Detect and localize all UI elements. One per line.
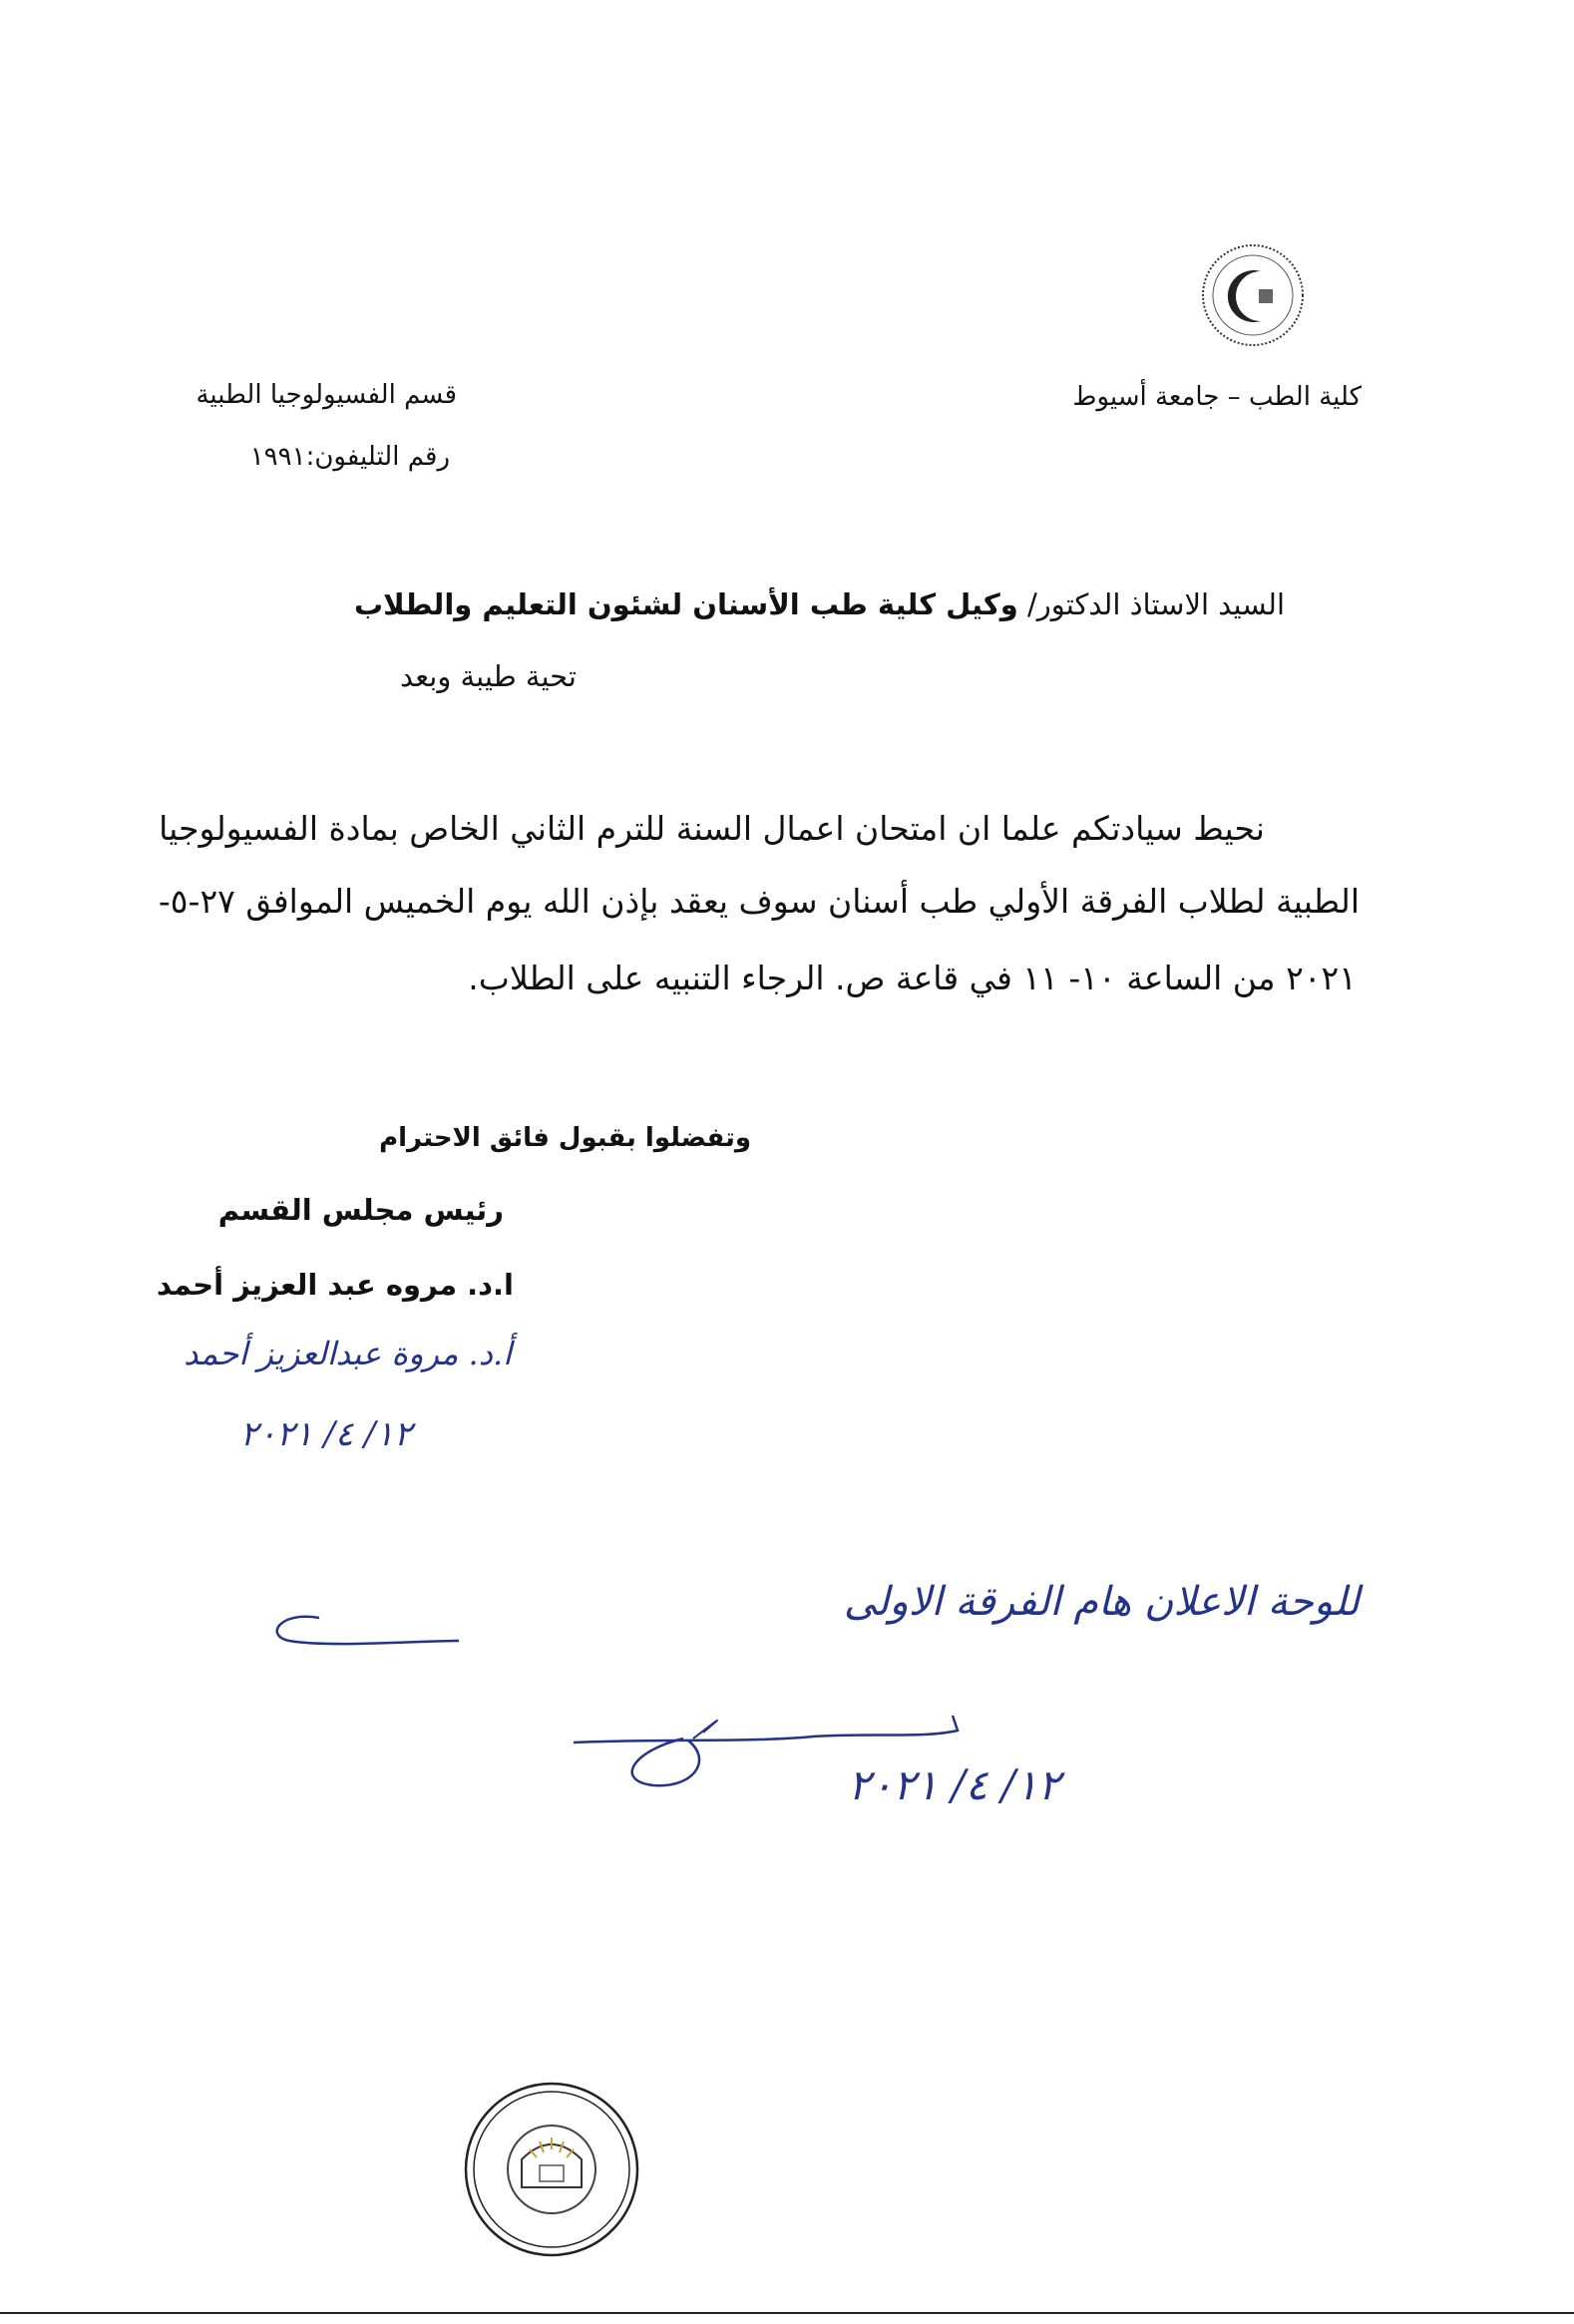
scan-edge-line: [0, 2312, 1574, 2314]
handwritten-note: للوحة الاعلان هام الفرقة الاولى: [843, 1579, 1360, 1625]
faculty-logo-icon: [1197, 237, 1309, 357]
phone-label: رقم التليفون:: [305, 442, 450, 472]
body-line-2: الطبية لطلاب الفرقة الأولي طب أسنان سوف يعقد بإذن الله يوم الخميس الموافق ٢٧-٥-: [158, 882, 1360, 921]
handwritten-signature-name: أ.د. مروة عبدالعزيز أحمد: [184, 1335, 512, 1372]
faculty-logo: [1197, 237, 1309, 357]
body-line-3: ٢٠٢١ من الساعة ١٠- ١١ في قاعة ص. الرجاء التنبيه على الطلاب.: [468, 959, 1357, 997]
official-stamp: [462, 2080, 641, 2259]
signatory-name: ا.د. مروه عبد العزيز أحمد: [157, 1268, 514, 1302]
body-line-1: نحيط سيادتكم علما ان امتحان اعمال السنة للترم الثاني الخاص بمادة الفسيولوجيا: [159, 809, 1265, 848]
phone-line: [250, 441, 450, 475]
signatory-title: رئيس مجلس القسم: [217, 1193, 504, 1227]
official-stamp-icon: [462, 2080, 641, 2259]
handwritten-signature-date: ١٢/ ٤/ ٢٠٢١: [239, 1414, 412, 1454]
addressee-prefix: السيد الاستاذ الدكتور/: [1027, 587, 1285, 621]
faculty-university-label: كلية الطب – جامعة أسيوط: [1072, 382, 1362, 412]
greeting: تحية طيبة وبعد: [400, 659, 577, 693]
closing-regards: وتفضلوا بقبول فائق الاحترام: [379, 1123, 751, 1153]
phone-number: ١٩٩١: [249, 442, 306, 472]
addressee-title: وكيل كلية طب الأسنان لشئون التعليم والطلاب: [354, 587, 1018, 621]
department-label: قسم الفسيولوجيا الطبية: [196, 380, 457, 410]
addressee-line: [354, 586, 1285, 624]
approval-date: ١٢/ ٤/ ٢٠٢١: [848, 1760, 1060, 1809]
note-flourish: [269, 1596, 469, 1656]
